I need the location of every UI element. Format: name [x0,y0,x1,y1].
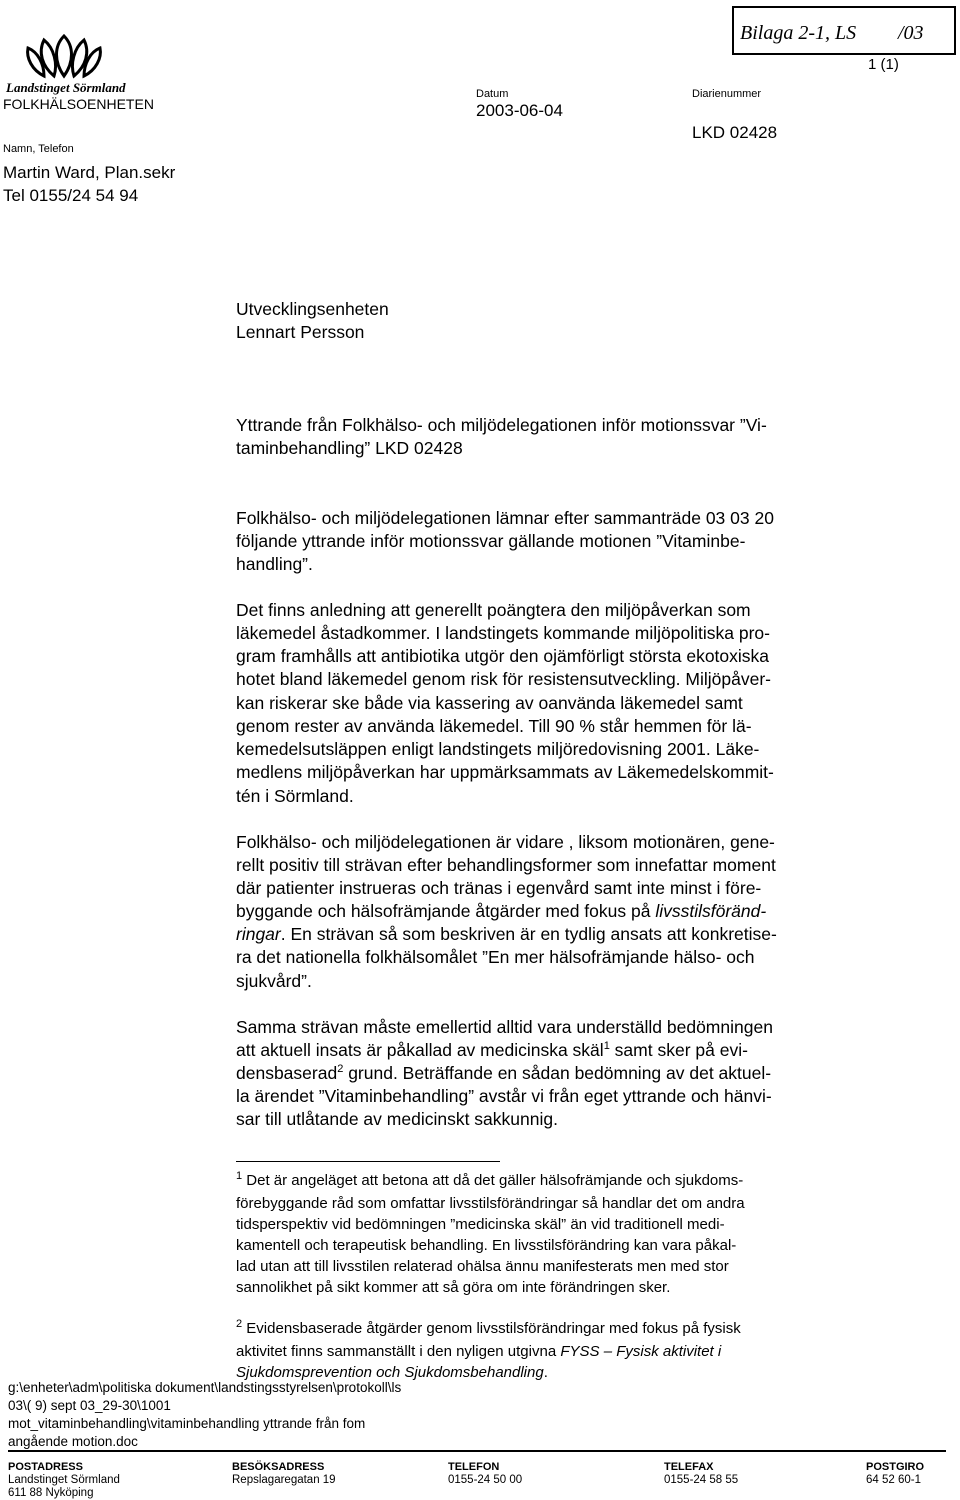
paragraph-1-line: följande yttrande inför motionssvar gällande motionen ”Vitaminbe- [236,531,746,551]
date-value: 2003-06-04 [476,101,563,120]
paragraph-4-line: la ärendet ”Vitaminbehandling” avstår vi från eget yttrande och hänvi- [236,1086,772,1106]
footnote-2-line [236,1318,741,1339]
paragraph-3-line: sjukvård”. [236,971,312,991]
paragraph-3-line [236,900,766,923]
paragraph-3-line [236,923,777,946]
paragraph-4-text: grund. Beträffande en sådan bedömning av det aktuel- [343,1063,772,1083]
paragraph-4-line [236,1062,771,1085]
footnote-1-line: tidsperspektiv vid bedömningen ”medicinska skäl” än vid traditionell medi- [236,1216,725,1233]
logo [24,32,104,80]
file-path-line: 03\( 9) sept 03_29-30\1001 [8,1398,171,1413]
file-path-line: g:\enheter\adm\politiska dokument\landstingsstyrelsen\protokoll\ls [8,1380,402,1395]
subject-line-2: taminbehandling” LKD 02428 [236,438,463,458]
paragraph-3-line: ra det nationella folkhälsomålet ”En mer hälsofrämjande hälso- och [236,947,755,967]
paragraph-2-line: läkemedel åstadkommer. I landstingets kommande miljöpolitiska pro- [236,623,770,643]
logo-text: Landstinget Sörmland [6,80,126,95]
paragraph-2-line: kemedelsutsläppen enligt landstingets miljöredovisning 2001. Läke- [236,739,760,759]
paragraph-3-text: byggande och hälsofrämjande åtgärder med fokus på [236,901,656,921]
paragraph-2-line: tén i Sörmland. [236,786,354,806]
paragraph-2-line: kan riskerar ske både via kassering av oanvända läkemedel samt [236,693,743,713]
besoksadress-value: Repslagaregatan 19 [232,1474,336,1486]
recipient-line-2: Lennart Persson [236,322,365,342]
paragraph-4-text: att aktuell insats är påkallad av medicinska skäl [236,1040,604,1060]
lifestyle-changes-italic: ringar [236,924,281,944]
bilaga-suffix: /03 [898,22,924,44]
author-name: Martin Ward, Plan.sekr [3,163,176,182]
footnote-2-number: 2 [236,1318,243,1330]
besoksadress-label: BESÖKSADRESS [232,1461,325,1473]
paragraph-4-text: densbaserad [236,1063,338,1083]
postadress-label: POSTADRESS [8,1461,83,1473]
paragraph-2-line: hotet bland läkemedel genom risk för resistensutveckling. Miljöpåver- [236,669,771,689]
paragraph-2-line: Det finns anledning att generellt poängtera den miljöpåverkan som [236,600,751,620]
paragraph-4-line: Samma strävan måste emellertid alltid vara underställd bedömningen [236,1017,773,1037]
paragraph-2-line: genom rester av använda läkemedel. Till 90 % står hemmen för lä- [236,716,752,736]
footer-rule [8,1450,946,1452]
footnote-ref-1[interactable]: 1 [603,1040,610,1053]
paragraph-3-line: Folkhälso- och miljödelegationen är vidare , liksom motionären, gene- [236,832,775,852]
file-path-line: mot_vitaminbehandling\vitaminbehandling yttrande från fom [8,1416,366,1431]
bilaga-box [732,6,956,55]
lifestyle-changes-italic: livsstilsföränd- [655,901,767,921]
paragraph-4-text: samt sker på evi- [609,1040,748,1060]
telefax-label: TELEFAX [664,1461,714,1473]
paragraph-3-text: . En strävan så som beskriven är en tydlig ansats att konkretise- [280,924,777,944]
subject-line-1: Yttrande från Folkhälso- och miljödelegationen inför motionssvar ”Vi- [236,415,767,435]
lotus-logo-icon [24,32,104,80]
telefon-label: TELEFON [448,1461,500,1473]
paragraph-3-line: där patienter instrueras och tränas i egenvård samt inte minst i före- [236,878,762,898]
fyss-title-italic: FYSS – Fysisk aktivitet i [560,1343,722,1360]
footnote-1-line: kamentell och terapeutisk behandling. En livsstilsförändring kan vara påkal- [236,1237,737,1254]
page-number: 1 (1) [868,56,899,73]
postgiro-value: 64 52 60-1 [866,1474,921,1486]
footnote-1-line: sannolikhet på sikt kommer att så göra om inte förändringen sker. [236,1279,671,1296]
postgiro-label: POSTGIRO [866,1461,925,1473]
paragraph-1-line: handling”. [236,554,313,574]
footnote-1-line: förebyggande råd som omfattar livsstilsförändringar så handlar det om andra [236,1195,745,1212]
footnote-separator [236,1161,500,1162]
footnote-ref-2[interactable]: 2 [337,1063,344,1076]
telefax-value: 0155-24 58 55 [664,1474,739,1486]
diarie-label: Diarienummer [692,88,762,100]
paragraph-2-line: gram framhålls att antibiotika utgör den ojämförligt största ekotoxiska [236,646,770,666]
postadress-line-2: 611 88 Nyköping [8,1487,94,1499]
footnote-2-text: Evidensbaserade åtgärder genom livsstilsförändringar med fokus på fysisk [242,1320,741,1337]
fyss-title-italic: Sjukdomsprevention och Sjukdomsbehandling [236,1364,544,1381]
telefon-value: 0155-24 50 00 [448,1474,523,1486]
name-phone-label: Namn, Telefon [3,143,74,155]
paragraph-4-line: sar till utlåtande av medicinskt sakkunnig. [236,1109,558,1129]
diarie-value: LKD 02428 [692,123,778,142]
footnote-2-text: aktivitet finns sammanställt i den nyligen utgivna [236,1343,561,1360]
paragraph-2-line: medlens miljöpåverkan har uppmärksammats av Läkemedelskommit- [236,762,774,782]
footnote-2-text: . [543,1364,548,1381]
footnote-1-number: 1 [236,1170,243,1182]
footnote-1-text: Det är angeläget att betona att då det gäller hälsofrämjande och sjukdoms- [242,1172,744,1189]
date-label: Datum [476,88,509,100]
file-path-line: angående motion.doc [8,1434,138,1449]
paragraph-3-line: rellt positiv till strävan efter behandlingsformer som innefattar moment [236,855,776,875]
paragraph-1-line: Folkhälso- och miljödelegationen lämnar efter sammanträde 03 03 20 [236,508,774,528]
org-unit: FOLKHÄLSOENHETEN [3,96,154,112]
footnote-1-line [236,1170,743,1191]
footnote-2-line [236,1341,721,1362]
paragraph-4-line [236,1039,748,1062]
author-phone: Tel 0155/24 54 94 [3,186,139,205]
bilaga-text: Bilaga 2-1, LS [740,22,857,44]
recipient-line-1: Utvecklingsenheten [236,299,389,319]
postadress-line-1: Landstinget Sörmland [8,1474,120,1486]
footnote-1-line: lad utan att till livsstilen relaterad ohälsa ännu manifesterats men med stor [236,1258,729,1275]
